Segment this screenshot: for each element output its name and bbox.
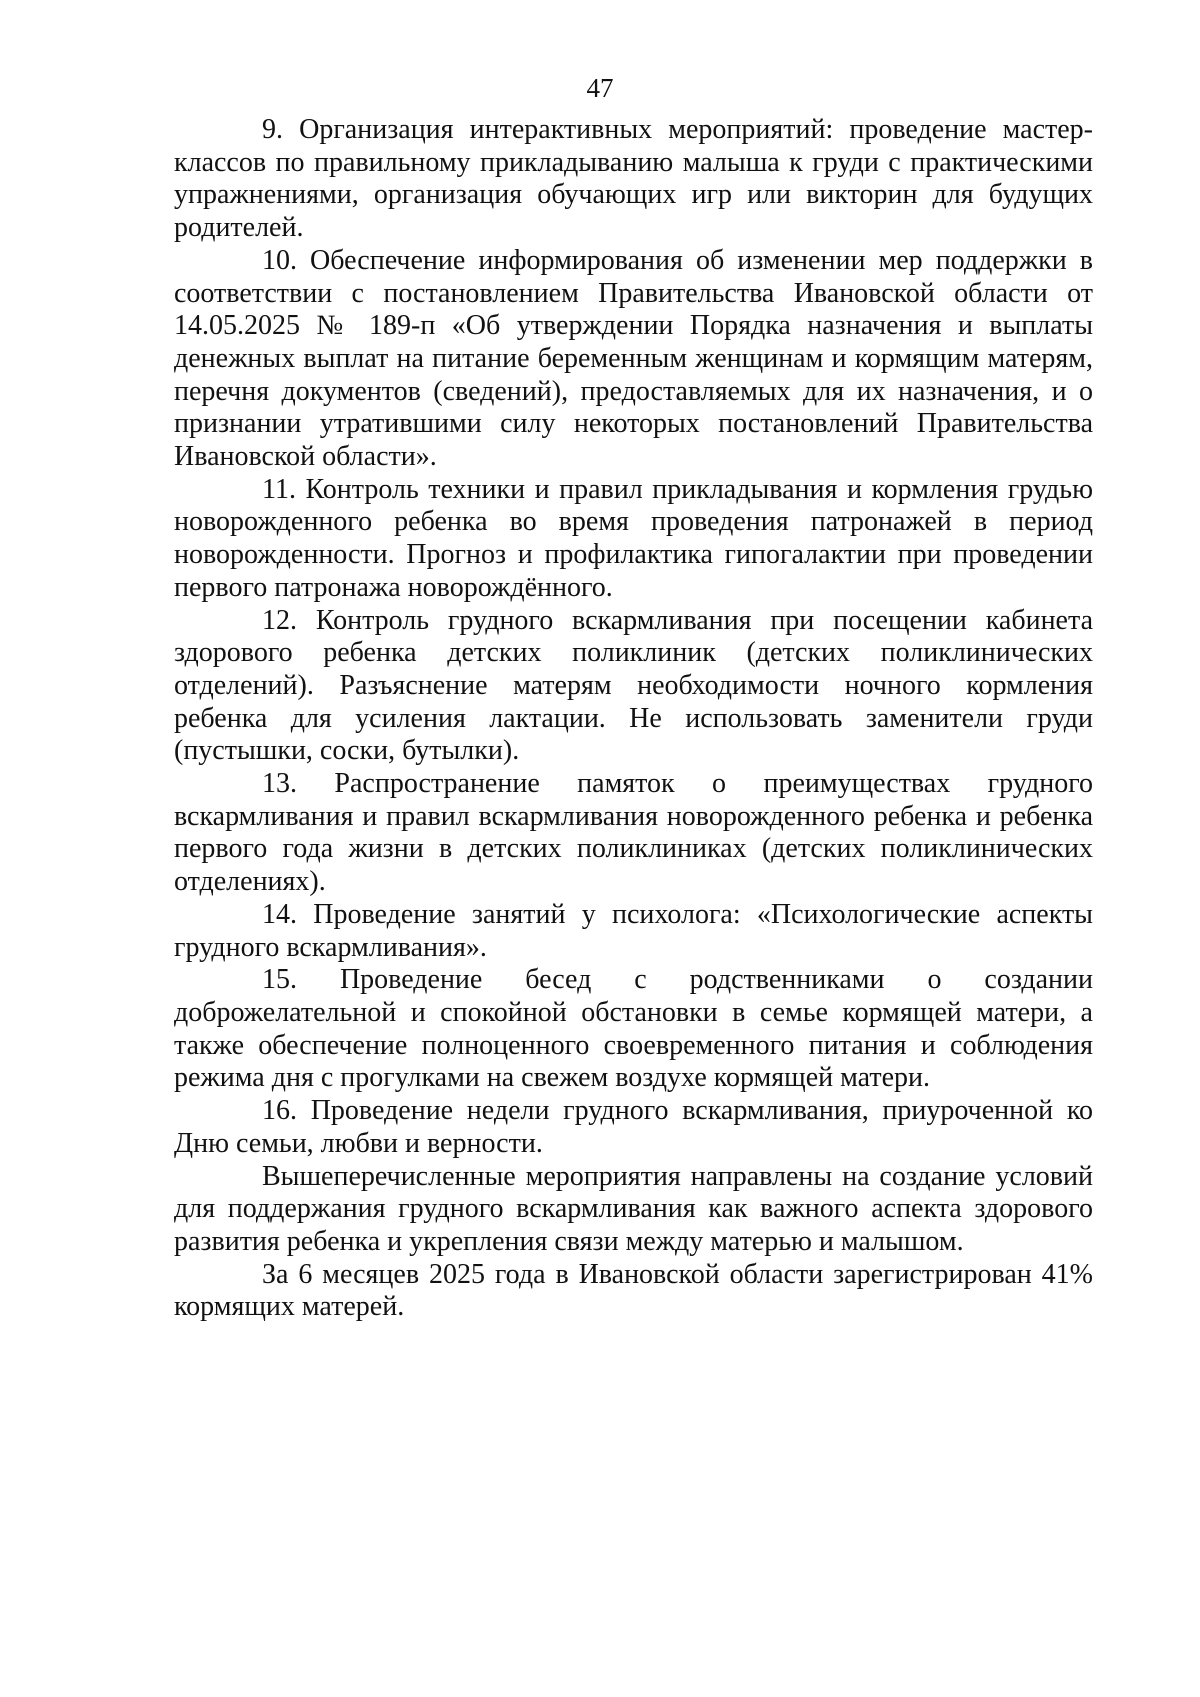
page-number: 47 <box>586 73 614 103</box>
paragraph-item-12: 12. Контроль грудного вскармливания при посещении кабинета здорового ребенка детских поликлиник (детских поликлинических отделений). Разъяснение матерям необходимости ночного кормления ребенка для усиления лактации. Не использовать заменители груди (пустышки, соски, бутылки). <box>174 604 1093 767</box>
paragraph-statistic: За 6 месяцев 2025 года в Ивановской области зарегистрирован 41% кормящих матерей. <box>174 1258 1093 1323</box>
paragraph-item-10: 10. Обеспечение информирования об изменении мер поддержки в соответствии с постановлением Правительства Ивановской области от 14.05.2025 № 189-п «Об утверждении Порядка назначения и выплаты денежных выплат на питание беременным женщинам и кормящим матерям, перечня документов (сведений), предоставляемых для их назначения, и о признании утратившими силу некоторых постановлений Правительства Ивановской области». <box>174 244 1093 473</box>
paragraph-item-9: 9. Организация интерактивных мероприятий: проведение мастер-классов по правильному прикладыванию малыша к груди с практическими упражнениями, организация обучающих игр или викторин для будущих родителей. <box>174 114 1093 244</box>
paragraph-summary: Вышеперечисленные мероприятия направлены на создание условий для поддержания грудного вскармливания как важного аспекта здорового развития ребенка и укрепления связи между матерью и малышом. <box>174 1160 1093 1257</box>
document-body <box>174 114 1093 1324</box>
paragraph-item-14: 14. Проведение занятий у психолога: «Психологические аспекты грудного вскармливания». <box>174 898 1093 963</box>
paragraph-item-13: 13. Распространение памяток о преимуществах грудного вскармливания и правил вскармливания новорожденного ребенка и ребенка первого года жизни в детских поликлиниках (детских поликлинических отделениях). <box>174 768 1093 898</box>
paragraph-item-15: 15. Проведение бесед с родственниками о создании доброжелательной и спокойной обстановки в семье кормящей матери, а также обеспечение полноценного своевременного питания и соблюдения режима дня с прогулками на свежем воздухе кормящей матери. <box>174 964 1093 1094</box>
paragraph-item-16: 16. Проведение недели грудного вскармливания, приуроченной ко Дню семьи, любви и верности. <box>174 1095 1093 1159</box>
paragraph-item-11: 11. Контроль техники и правил прикладывания и кормления грудью новорожденного ребенка во время проведения патронажей в период новорожденности. Прогноз и профилактика гипогалактии при проведении первого патронажа новорождённого. <box>174 473 1093 603</box>
